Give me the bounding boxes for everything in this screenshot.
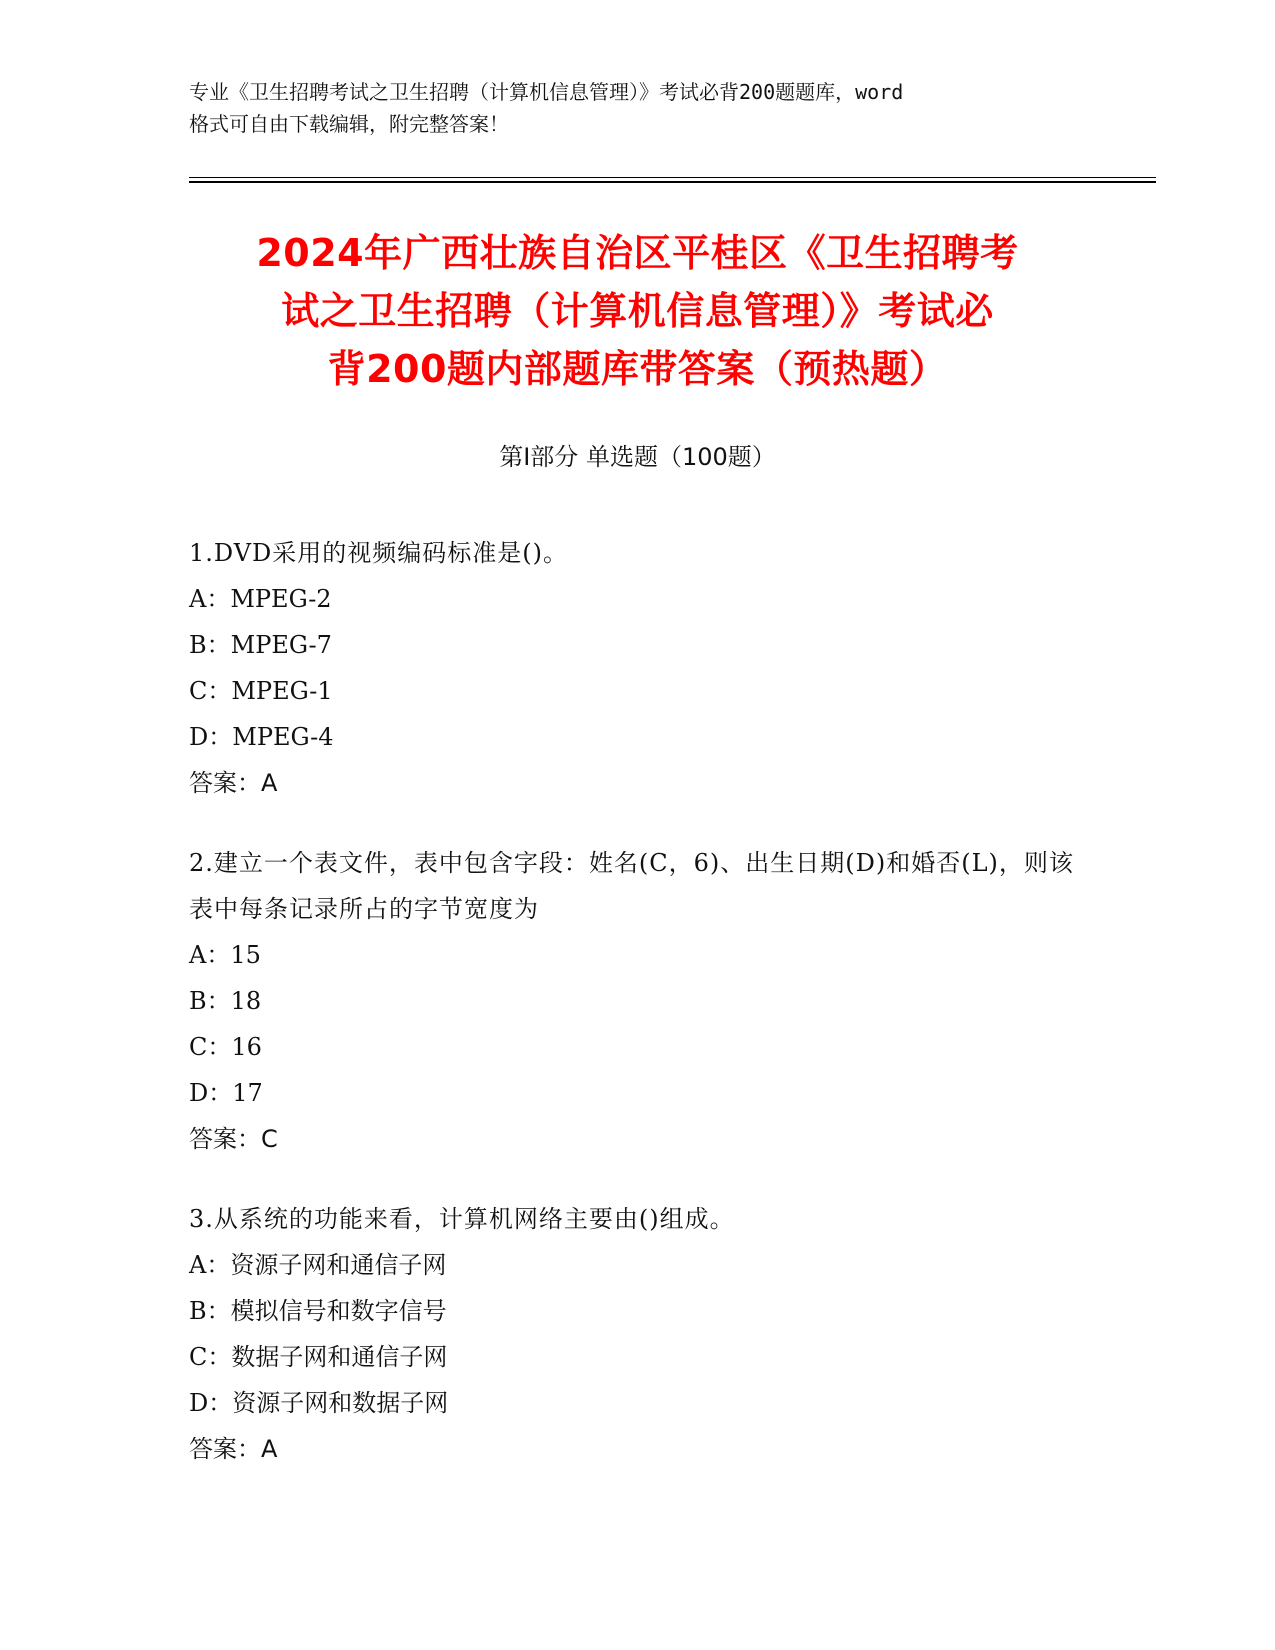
title-line-2: 试之卫生招聘（计算机信息管理）》考试必 bbox=[281, 289, 994, 333]
question-answer: 答案：A bbox=[189, 769, 278, 797]
header-divider-thick bbox=[189, 181, 1156, 183]
question-stem: 2.建立一个表文件，表中包含字段：姓名(C，6)、出生日期(D)和婚否(L)，则该表中每条记录所占的字节宽度为 bbox=[189, 849, 1074, 923]
question-option-b: B：模拟信号和数字信号 bbox=[189, 1297, 447, 1325]
question-option-d: D：MPEG-4 bbox=[189, 723, 334, 751]
document-title bbox=[170, 224, 1105, 398]
question-list bbox=[189, 530, 1089, 1506]
question-option-c: C：16 bbox=[189, 1033, 262, 1061]
header-note-line-1: 专业《卫生招聘考试之卫生招聘（计算机信息管理）》考试必背200题题库，word bbox=[189, 80, 904, 104]
question-option-c: C：数据子网和通信子网 bbox=[189, 1343, 448, 1371]
question-option-a: A：MPEG-2 bbox=[189, 585, 332, 613]
question-option-d: D：资源子网和数据子网 bbox=[189, 1389, 449, 1417]
question-item bbox=[189, 530, 1089, 806]
section-heading: 第Ⅰ部分 单选题（100题） bbox=[499, 443, 776, 471]
question-answer: 答案：A bbox=[189, 1435, 278, 1463]
question-item bbox=[189, 1196, 1089, 1472]
question-stem: 3.从系统的功能来看，计算机网络主要由()组成。 bbox=[189, 1205, 735, 1233]
header-note-line-2: 格式可自由下载编辑，附完整答案！ bbox=[189, 112, 509, 136]
title-line-1: 2024年广西壮族自治区平桂区《卫生招聘考 bbox=[256, 231, 1019, 275]
question-stem: 1.DVD采用的视频编码标准是()。 bbox=[189, 539, 569, 567]
question-item bbox=[189, 840, 1089, 1162]
question-answer: 答案：C bbox=[189, 1125, 278, 1153]
question-option-a: A：15 bbox=[189, 941, 261, 969]
header-note bbox=[189, 76, 1089, 140]
question-option-b: B：18 bbox=[189, 987, 262, 1015]
title-line-3: 背200题内部题库带答案（预热题） bbox=[327, 347, 948, 391]
question-option-c: C：MPEG-1 bbox=[189, 677, 333, 705]
header-divider-thin bbox=[189, 177, 1156, 178]
question-option-b: B：MPEG-7 bbox=[189, 631, 332, 659]
question-option-d: D：17 bbox=[189, 1079, 263, 1107]
question-option-a: A：资源子网和通信子网 bbox=[189, 1251, 447, 1279]
